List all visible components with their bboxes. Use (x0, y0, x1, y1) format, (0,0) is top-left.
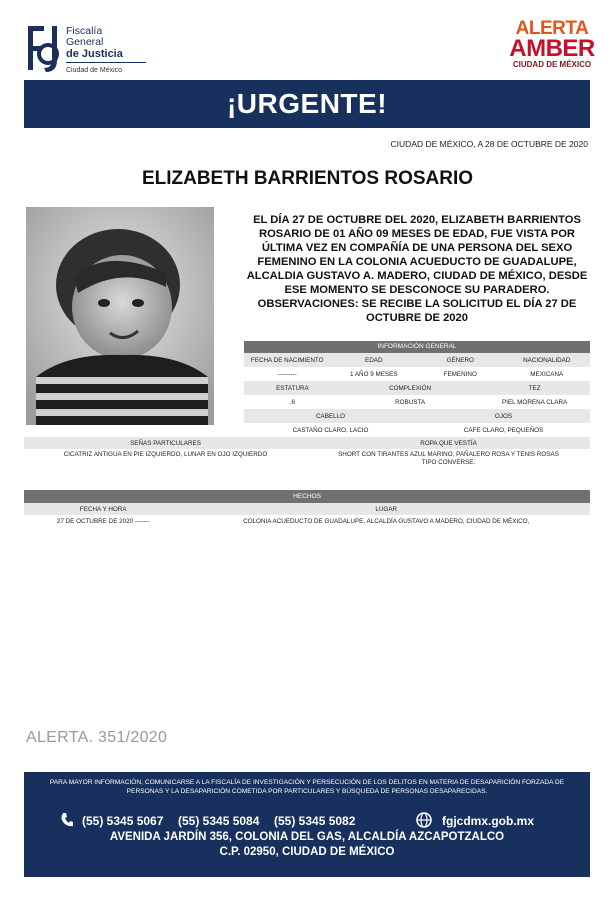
label-gender: GÉNERO (446, 356, 474, 364)
info-row3-labels (244, 409, 590, 423)
contact-footer (24, 772, 590, 877)
address (24, 830, 590, 860)
urgent-title: ¡URGENTE! (226, 88, 388, 119)
case-description: EL DÍA 27 DE OCTUBRE DEL 2020, ELIZABETH BARRIENTOS ROSARIO DE 01 AÑO 09 MESES DE EDAD, FUE VISTA POR ÚLTIMA VEZ EN COMPAÑÍA DE UNA PERSONA DEL SEXO FEMENINO EN LA COLONIA ACUEDUCTO DE GUADALUPE, ALCALDIA GUSTAVO A. MADERO, CIUDAD DE MÉXICO, DESDE ESE MOMENTO SE DESCONOCE SU PARADERO. OBSERVACIONES: SE RECIBE LA SOLICITUD EL DÍA 27 DE OCTUBRE DE 2020 (246, 214, 588, 324)
phone-number[interactable]: (55) 5345 5082 (274, 814, 356, 828)
events-labels (24, 503, 590, 515)
value-eyes: CAFE CLARO, PEQUEÑOS (463, 426, 544, 434)
globe-icon (416, 812, 432, 828)
particulars-labels (24, 437, 590, 449)
website-link[interactable]: fgjcdmx.gob.mx (442, 814, 535, 828)
events-values (24, 515, 590, 527)
urgent-banner (24, 80, 590, 128)
alert-number: ALERTA. 351/2020 (26, 729, 168, 746)
label-birthdate: FECHA DE NACIMIENTO (250, 356, 324, 364)
info-row3-values (244, 423, 590, 437)
events-table (24, 490, 590, 527)
amber-alert-logo (508, 20, 596, 78)
amber-logo-line1: ALERTA (515, 18, 589, 39)
label-clothing: ROPA QUE VESTÍA (420, 439, 477, 447)
general-info-header: INFORMACIÓN GENERAL (244, 341, 590, 353)
label-height: ESTATURA (276, 384, 309, 392)
missing-person-photo (26, 207, 214, 425)
org-name-line3: de Justicia (66, 48, 123, 60)
value-place: COLONIA ACUEDUCTO DE GUADALUPE, ALCALDÍA GUSTAVO A MADERO, CIUDAD DE MÉXICO, (243, 517, 530, 525)
label-datetime: FECHA Y HORA (79, 505, 127, 513)
value-gender: FEMENINO (443, 370, 477, 378)
value-particular-signs: CICATRIZ ANTIGUA EN PIE IZQUIERDO, LUNAR EN OJO IZQUIERDO (63, 451, 268, 458)
address-line2: C.P. 02950, CIUDAD DE MÉXICO (219, 846, 395, 858)
value-birthdate: --------- (277, 370, 297, 378)
general-info-table (244, 341, 590, 437)
label-particular-signs: SEÑAS PARTICULARES (130, 439, 201, 447)
value-complexion: PIEL MORENA CLARA (502, 398, 568, 406)
info-row2-values (244, 395, 590, 409)
value-height: .6 (289, 398, 296, 406)
value-hair: CASTAÑO CLARO, LACIO (292, 426, 369, 434)
dateline: CIUDAD DE MÉXICO, A 28 DE OCTUBRE DE 2020 (390, 139, 588, 149)
value-build: ROBUSTA (395, 398, 426, 406)
org-name-line2: General (66, 36, 104, 48)
events-header: HECHOS (24, 490, 590, 503)
label-nationality: NACIONALIDAD (523, 356, 571, 364)
org-city: Ciudad de México (66, 67, 123, 74)
info-row1-labels (244, 353, 590, 367)
label-age: EDAD (365, 356, 383, 364)
phone-number[interactable]: (55) 5345 5084 (178, 814, 260, 828)
org-name-line1: Fiscalía (66, 25, 103, 37)
phone-numbers (60, 814, 560, 830)
phone-number[interactable]: (55) 5345 5067 (82, 814, 164, 828)
contact-info-text: PARA MAYOR INFORMACIÓN, COMUNICARSE A LA FISCALÍA DE INVESTIGACIÓN Y PERSECUCIÓN DE LOS DELITOS EN MATERIA DE DESAPARICIÓN FORZADA DE PERSONAS Y LA DESAPARICIÓN COMETIDA POR PARTICULARES Y BÚSQUEDA DE PERSONAS DESAPARECIDAS. (49, 779, 565, 795)
fgj-logo (24, 22, 154, 78)
missing-person-name: ELIZABETH BARRIENTOS ROSARIO (141, 168, 474, 189)
label-place: LUGAR (375, 505, 398, 513)
value-age: 1 AÑO 9 MESES (349, 370, 398, 378)
fgj-emblem-icon (24, 24, 60, 74)
label-build: COMPLEXIÓN (389, 384, 432, 392)
particulars-table (24, 437, 590, 473)
value-clothing: SHORT CON TIRANTES AZUL MARINO, PAÑALERO ROSA Y TENIS ROSAS TIPO CONVERSE. (338, 451, 559, 466)
value-nationality: MEXICANA (530, 370, 564, 378)
info-row1-values (244, 367, 590, 381)
label-complexion: TEZ (528, 384, 541, 392)
label-hair: CABELLO (315, 412, 346, 420)
value-datetime: 27 DE OCTUBRE DE 2020 ------- (56, 517, 150, 525)
amber-logo-line3: CIUDAD DE MÉXICO (512, 60, 592, 69)
address-line1: AVENIDA JARDÍN 356, COLONIA DEL GAS, ALCALDÍA AZCAPOTZALCO (109, 831, 505, 843)
amber-logo-line2: AMBER (509, 35, 595, 62)
info-row2-labels (244, 381, 590, 395)
label-eyes: OJOS (494, 412, 513, 420)
logo-divider (66, 62, 146, 63)
particulars-values (24, 449, 590, 473)
